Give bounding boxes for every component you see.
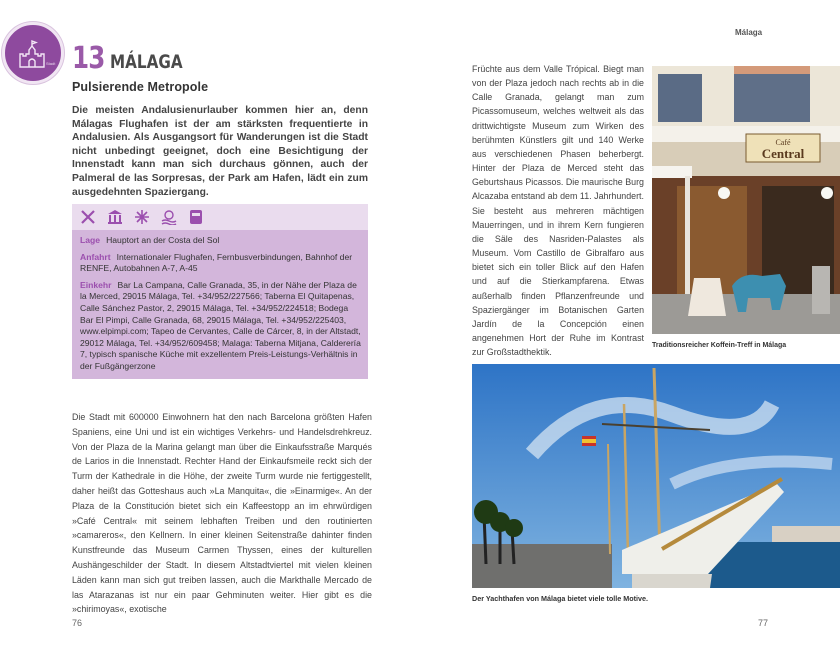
cafe-sign-large: Central [761, 146, 805, 161]
info-icon-bar [72, 204, 368, 230]
restaurant-icon [80, 209, 96, 225]
info-entry-anfahrt [80, 252, 361, 275]
info-text: Internationaler Flughafen, Fernbusverbindungen, Bahnhof der RENFE, Autobahnen A-7, A-45 [80, 251, 353, 274]
tour-title [72, 41, 200, 76]
category-badge [2, 22, 64, 84]
tour-name: MÁLAGA [109, 51, 183, 73]
info-body [72, 230, 368, 379]
info-entry-einkehr [80, 280, 361, 373]
castle-icon [17, 39, 47, 69]
train-icon [188, 209, 204, 225]
info-entry-lage [80, 235, 361, 247]
museum-icon [107, 209, 123, 225]
info-label: Einkehr [80, 279, 112, 290]
cafe-central-photo [652, 66, 840, 334]
page-number: 76 [72, 618, 83, 628]
right-page [420, 0, 840, 648]
cafe-sign-small: Café [775, 138, 791, 147]
info-label: Anfahrt [80, 251, 111, 262]
tour-number: 13 [72, 41, 105, 76]
running-head: Málaga [735, 28, 763, 37]
body-paragraph: Die Stadt mit 600000 Einwohnern hat den nach Barcelona größten Hafen Spaniens, eine Uni und ist ein wichtiges Verkehrs- und Handelsdrehkreuz. Von der Plaza de la Marina gelangt man über die Einkaufsstraße Marqués de Larios in die Innenstadt. Rechter Hand der Einkaufsmeile reckt sich der Turm der Kathedrale in die Höhe, der zweite Turm wurde nie fertiggestellt, daher heißt das Gotteshaus auch »La Manquita«, die »Einarmige«. An der Plaza de la Constitución bietet sich ein Kaffeestopp an im ehrwürdigen »Café Central« mit seinem lebhaften Treiben und den routinierten »camareros«, den Kellnern. In einer kleinen Seitenstraße dahinter finden Kunstfreunde das Museum Carmen Thyssen, eines der kulturellen Aushängeschilder der Stadt. In diesem Altstadtviertel mit vielen kleinen Läden kann man sich gut treiben lassen, auch die Markthalle Mercado de las Atarazanas ist nur ein paar Gehminuten weiter. Hier gibt es die »chirimoyas«, exotische [72, 412, 372, 615]
winter-icon [134, 209, 150, 225]
page-number: 77 [758, 618, 769, 628]
badge-tag: Stadt [46, 61, 56, 66]
info-text: Hauptort an der Costa del Sol [106, 235, 220, 245]
harbor-photo-caption: Der Yachthafen von Málaga bietet viele tolle Motive. [472, 594, 649, 603]
beach-sun-icon [161, 209, 177, 225]
column-paragraph: Früchte aus dem Valle Trópical. Biegt man von der Plaza jedoch nach rechts ab in die Calle Granada, gelangt man zum Picassomuseum, welches weltweit als das drittwichtigste Museum zum Wirken des berühmten Künstlers gilt und 140 Werke aus verschiedenen Phasen beherbergt. Hinter der Plaza de Merced steht das Geburtshaus Picassos. Die maurische Burg Alcazaba entstand ab dem 11. Jahrhundert. Sie besteht aus mehreren mächtigen Mauerringen, und in ihrem Kern fungieren die Säle des Nasriden-Palastes als Museum. Vom Castillo de Gibralfaro aus bietet sich ein toller Blick auf den Hafen und auf die Stierkampfarena. Etwas außerhalb finden Pflanzenfreunde und Spaziergänger im Botanischen Garten Jardín de la Concepción einen angenehmen Hort der Ruhe im Kontrast zur Großstadthektik. [472, 64, 644, 358]
harbor-photo [472, 364, 840, 588]
intro-paragraph: Die meisten Andalusienurlauber kommen hier an, denn Málagas Flughafen ist der am stärksten frequentierte in Andalusien. Als Ausgangsort für Wanderungen ist die Stadt nicht unbedingt geeignet, doch eine Besichtigung der Innenstadt kann man sich durchaus gönnen, auch der Palmeral de las Sorpresas, der Park am Hafen, lädt ein zum ausgedehnten Spaziergang. [72, 105, 368, 198]
cafe-photo-caption: Traditionsreicher Koffein-Treff in Málaga [652, 342, 787, 349]
info-label: Lage [80, 235, 101, 245]
tour-subtitle: Pulsierende Metropole [72, 80, 209, 94]
info-box [72, 204, 368, 379]
info-text: Bar La Campana, Calle Granada, 35, in der Nähe der Plaza de la Merced, 29015 Málaga, Tel. +34/952/227566; Taberna El Quitapenas, Calle Sánchez Pastor, 2, 29015 Málaga, Tel. +34/952/224518; Bodega Bar El Pimpi, Calle Granada, 68, 29015 Málaga, Tel. +34/952/225403, www.elpimpi.com; Tapeo de Cervantes, Calle de Cárcer, 8, in der Altstadt, 29012 Málaga, Tel. +34/952/609458; Malaga: Taberna Mitjana, Calderería 7, typisch spanische Küche mit exzellentem Preis-Leistungs-Verhältnis in der Fußgängerzone [80, 279, 361, 371]
